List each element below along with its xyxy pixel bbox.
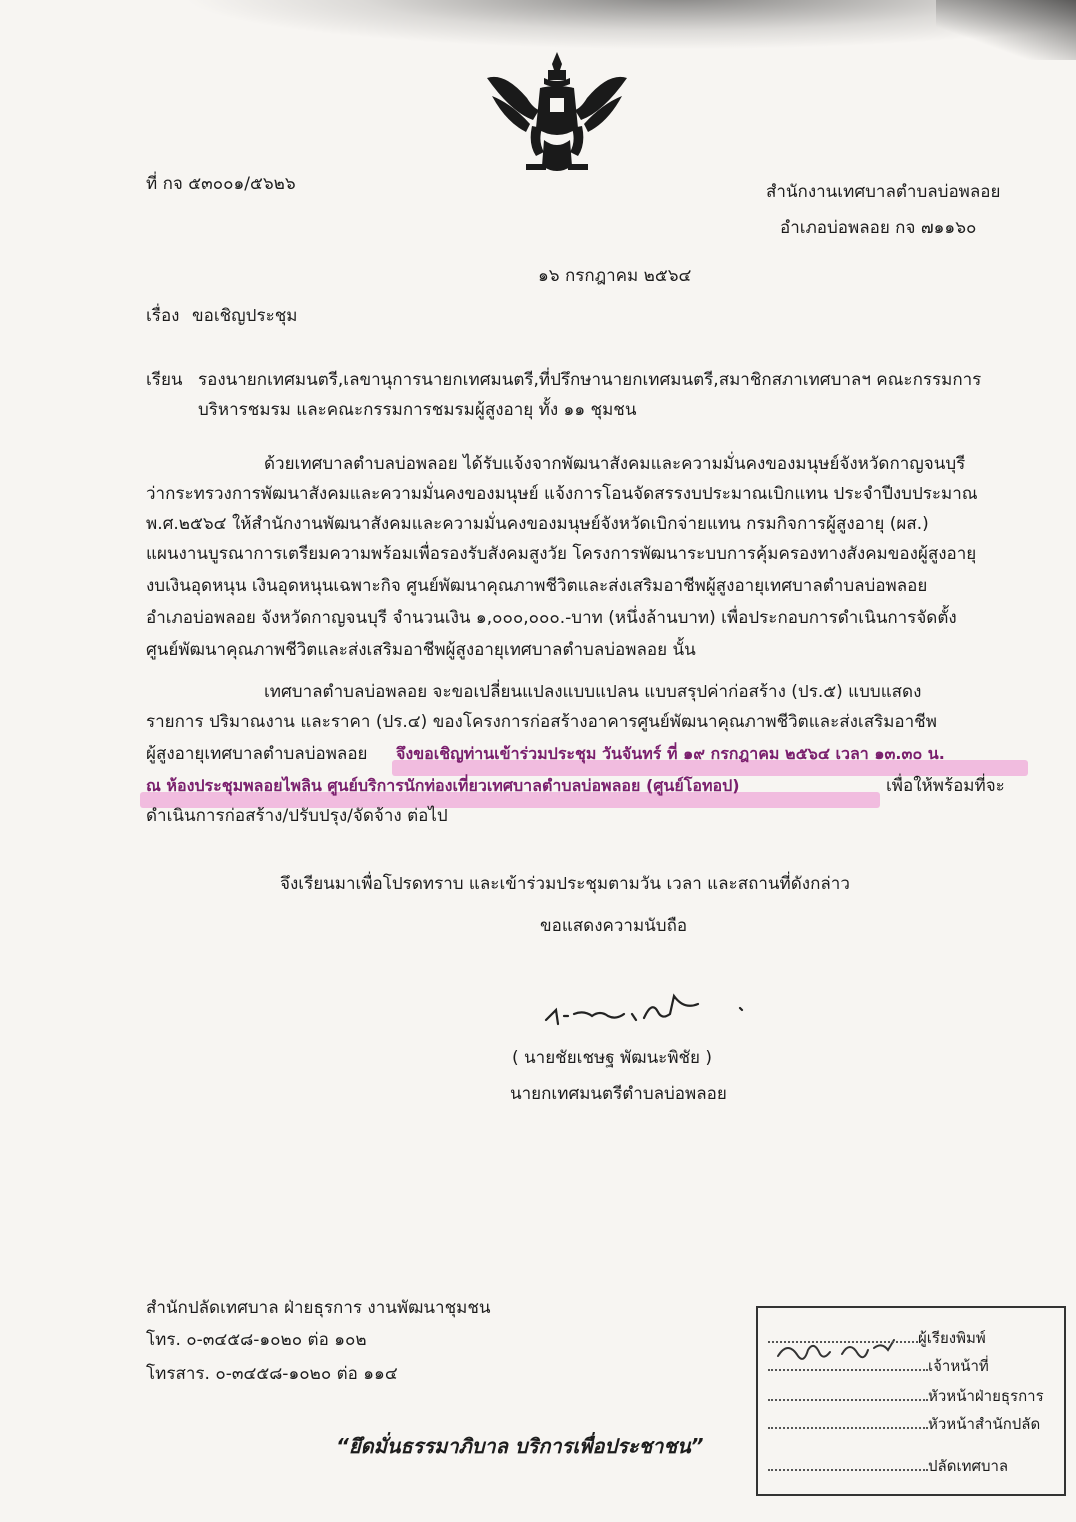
scan-shadow-corner	[936, 0, 1076, 60]
office-name: สำนักงานเทศบาลตำบลบ่อพลอย	[766, 182, 1001, 202]
motto: “ยึดมั่นธรรมาภิบาล บริการเพื่อประชาชน”	[336, 1434, 704, 1458]
body-line: รายการ ปริมาณงาน และราคา (ปร.๔) ของโครงการก่อสร้างอาคารศูนย์พัฒนาคุณภาพชีวิตและส่งเสริมอาชีพ	[146, 712, 937, 732]
body-line: แผนงานบูรณาการเตรียมความพร้อมเพื่อรองรับสังคมสูงวัย โครงการพัฒนาระบบการคุ้มครองทางสังคมของผู้สูงอายุ	[146, 544, 977, 564]
footer-telephone: โทร. ๐-๓๔๕๘-๑๐๒๐ ต่อ ๑๐๒	[146, 1330, 367, 1350]
approval-role: หัวหน้าสำนักปลัด	[928, 1415, 1041, 1433]
body-line: ว่ากระทรวงการพัฒนาสังคมและความมั่นคงของมนุษย์ แจ้งการโอนจัดสรรงบประมาณเบิกแทน ประจำปีงบประมาณ	[146, 484, 978, 504]
approval-role: หัวหน้าฝ่ายธุรการ	[928, 1387, 1044, 1405]
office-address: อำเภอบ่อพลอย กจ ๗๑๑๖๐	[780, 218, 977, 238]
recipient-line-1: รองนายกเทศมนตรี,เลขานุการนายกเทศมนตรี,ที่ปรึกษานายกเทศมนตรี,สมาชิกสภาเทศบาลฯ คณะกรรมการ	[198, 370, 982, 390]
footer-department: สำนักปลัดเทศบาล ฝ่ายธุรการ งานพัฒนาชุมชน	[146, 1298, 491, 1318]
body-line: เทศบาลตำบลบ่อพลอย จะขอเปลี่ยนแปลงแบบแปลน แบบสรุปค่าก่อสร้าง (ปร.๕) แบบแสดง	[264, 682, 922, 702]
signatory-position: นายกเทศมนตรีตำบลบ่อพลอย	[510, 1084, 727, 1104]
signature-icon	[540, 990, 760, 1040]
approval-box	[756, 1306, 1066, 1496]
closing-line: จึงเรียนมาเพื่อโปรดทราบ และเข้าร่วมประชุมตามวัน เวลา และสถานที่ดังกล่าว	[280, 874, 850, 894]
signatory-name: ( นายชัยเชษฐ พัฒนะพิชัย )	[512, 1048, 713, 1068]
body-line: งบเงินอุดหนุน เงินอุดหนุนเฉพาะกิจ ศูนย์พัฒนาคุณภาพชีวิตและส่งเสริมอาชีพผู้สูงอายุเทศบาลตำบลบ่อพลอย	[146, 576, 928, 596]
body-line: ด้วยเทศบาลตำบลบ่อพลอย ได้รับแจ้งจากพัฒนาสังคมและความมั่นคงของมนุษย์จังหวัดกาญจนบุรี	[264, 454, 966, 474]
approval-role: ผู้เรียงพิมพ์	[918, 1329, 986, 1347]
recipient-line-2: บริหารชมรม และคณะกรรมการชมรมผู้สูงอายุ ทั้ง ๑๑ ชุมชน	[198, 400, 637, 420]
approval-role: เจ้าหน้าที่	[928, 1357, 989, 1375]
garuda-emblem-icon	[482, 48, 632, 178]
recipient-label: เรียน	[146, 370, 183, 390]
subject-text: ขอเชิญประชุม	[192, 306, 298, 326]
body-line: ผู้สูงอายุเทศบาลตำบลบ่อพลอย	[146, 744, 368, 764]
body-line: ศูนย์พัฒนาคุณภาพชีวิตและส่งเสริมอาชีพผู้สูงอายุเทศบาลตำบลบ่อพลอย นั้น	[146, 640, 696, 660]
footer-fax: โทรสาร. ๐-๓๔๕๘-๑๐๒๐ ต่อ ๑๑๔	[146, 1364, 398, 1384]
meeting-invitation-highlight: จึงขอเชิญท่านเข้าร่วมประชุม วันจันทร์ ที่ ๑๙ กรกฎาคม ๒๕๖๔ เวลา ๑๓.๓๐ น.	[396, 744, 945, 763]
body-line: อำเภอบ่อพลอย จังหวัดกาญจนบุรี จำนวนเงิน ๑,๐๐๐,๐๐๐.-บาท (หนึ่งล้านบาท) เพื่อประกอบการดำเนินการจัดตั้ง	[146, 608, 957, 628]
subject-label: เรื่อง	[146, 306, 180, 326]
regards: ขอแสดงความนับถือ	[540, 916, 688, 936]
body-line: เพื่อให้พร้อมที่จะ	[886, 776, 1005, 796]
reference-number: ที่ กจ ๕๓๐๐๑/๕๖๒๖	[146, 174, 296, 194]
letter-date: ๑๖ กรกฎาคม ๒๕๖๔	[538, 266, 692, 286]
approval-role: ปลัดเทศบาล	[928, 1457, 1009, 1475]
body-line: พ.ศ.๒๕๖๔ ให้สำนักงานพัฒนาสังคมและความมั่นคงของมนุษย์จังหวัดเบิกจ่ายแทน กรมกิจการผู้สูงอายุ (ผส.)	[146, 514, 929, 534]
body-line: ดำเนินการก่อสร้าง/ปรับปรุง/จัดจ้าง ต่อไป	[146, 806, 448, 826]
meeting-location-highlight: ณ ห้องประชุมพลอยไพลิน ศูนย์บริการนักท่องเที่ยวเทศบาลตำบลบ่อพลอย (ศูนย์โอทอป)	[146, 776, 740, 795]
